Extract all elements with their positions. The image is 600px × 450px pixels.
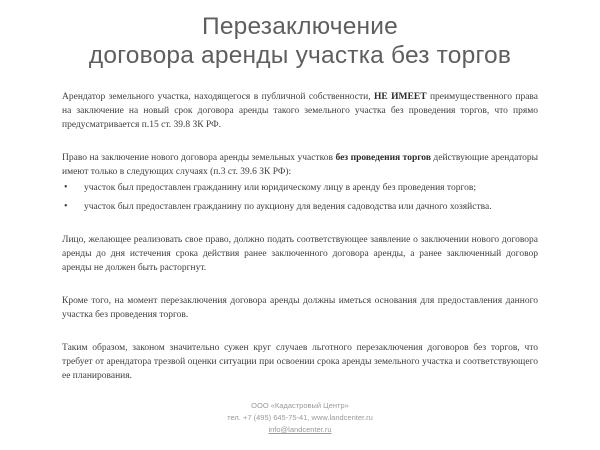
paragraph-1-text: Арендатор земельного участка, находящегося в публичной собственности,	[62, 92, 375, 102]
paragraph-1	[62, 90, 538, 132]
list-item	[62, 200, 538, 214]
footer-contacts: тел. +7 (495) 645-75-41, www.landcenter.ru	[227, 413, 373, 422]
footer-email-link[interactable]: info@landcenter.ru	[268, 425, 332, 434]
list-item-text: участок был предоставлен гражданину или юридическому лицу в аренду без проведения торгов;	[84, 183, 476, 193]
paragraph-2-bold: без проведения торгов	[335, 153, 431, 163]
title-line-1: Перезаключение	[202, 13, 398, 40]
footer-company: ООО «Кадастровый Центр»	[251, 401, 349, 410]
list-item	[62, 181, 538, 195]
paragraph-5: Таким образом, законом значительно сужен круг случаев льготного перезаключения договоров без торгов, что требует от арендатора трезвой оценки ситуации при освоении срока аренды земельного участка и соответствующего ее планирования.	[62, 343, 538, 381]
paragraph-1-bold: НЕ ИМЕЕТ	[374, 92, 427, 102]
document-title	[62, 12, 538, 70]
footer	[0, 400, 600, 436]
bullet-icon: •	[64, 182, 68, 193]
bullet-icon: •	[64, 201, 68, 212]
paragraph-3: Лицо, желающее реализовать свое право, должно подать соответствующее заявление о заключении нового договора аренды до дня истечения срока действия ранее заключенного договора аренды, а ранее заключенный договор аренды не должен быть расторгнут.	[62, 235, 538, 273]
paragraph-1-text-2: преимущественного права на заключение на новый срок договора аренды такого земельного участка без проведения торгов, что прямо предусматривается п.15 ст. 39.8 ЗК РФ.	[62, 92, 538, 130]
paragraph-2-text: Право на заключение нового договора аренды земельных участков	[62, 153, 336, 163]
title-line-2: договора аренды участка без торгов	[88, 42, 512, 69]
paragraph-2	[62, 151, 538, 214]
paragraph-4: Кроме того, на момент перезаключения договора аренды должны иметься основания для предоставления данного участка без проведения торгов.	[62, 296, 538, 320]
paragraph-2-text-2: действующие арендаторы имеют только в следующих случаях (п.3 ст. 39.6 ЗК РФ):	[62, 153, 539, 177]
list-item-text: участок был предоставлен гражданину по аукциону для ведения садоводства или дачного хозяйства.	[84, 202, 492, 212]
bullet-list	[62, 181, 538, 214]
